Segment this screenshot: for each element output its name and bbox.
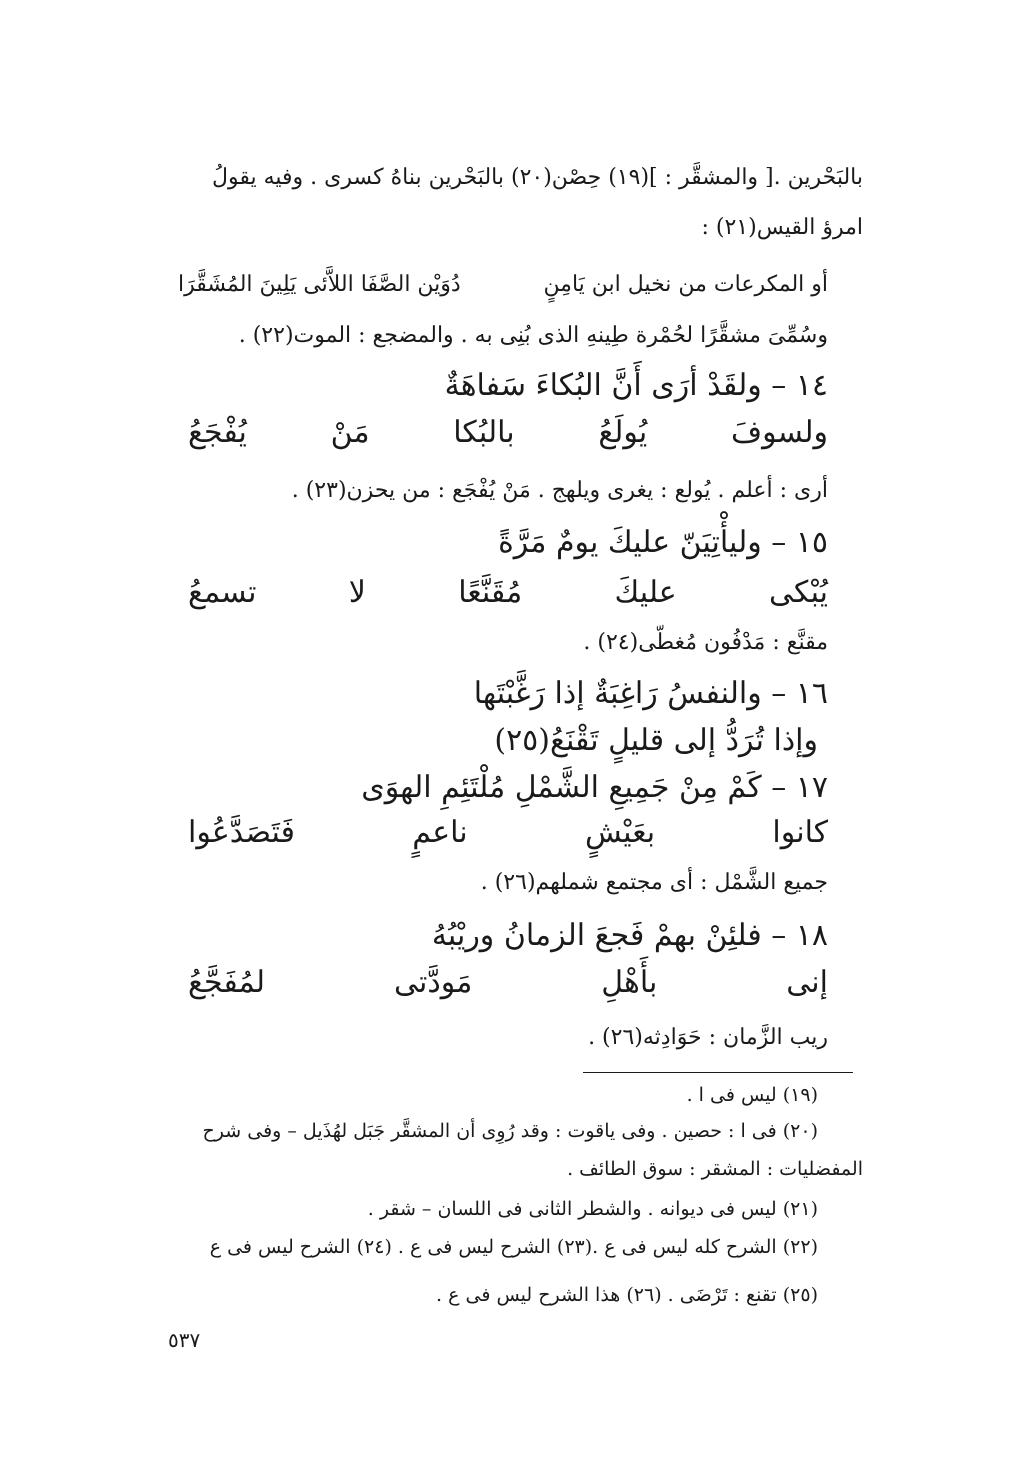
page-number: ٥٣٧ — [168, 1328, 201, 1352]
verse-word: لا — [348, 575, 366, 610]
verse-14-second — [188, 415, 828, 450]
footnote-divider — [583, 1072, 853, 1073]
verse-word: بالبُكا — [453, 415, 515, 450]
verse-word: يُبْكى — [769, 575, 828, 610]
quoted-verse — [178, 272, 828, 297]
footnote-21: (٢١) ليس فى ديوانه . والشطر الثانى فى اللسان – شقر . — [367, 1198, 818, 1220]
verse-word: بعَيْشٍ — [584, 815, 656, 850]
verse-16-second — [178, 723, 818, 758]
verse-word: كانوا — [772, 815, 828, 850]
hemistich-second: دُوَيْن الصَّفَا اللاَّئى يَلِينَ المُشَقَّرَا — [178, 272, 461, 297]
hemistich-text: وإذا تُرَدُّ إلى قليلٍ تَقْنَعُ(٢٥) — [494, 723, 818, 758]
verse-17-second — [188, 815, 828, 850]
prose-line: امرؤ القيس(٢١) : — [701, 215, 863, 240]
verse-17-first: ١٧ – كَمْ مِنْ جَمِيعِ الشَّمْلِ مُلْتَئِمِ الهوَى — [361, 770, 828, 805]
verse-word: بأَهْلِ — [601, 965, 658, 1000]
prose-line: وسُمِّىَ مشقَّرًا لحُمْرة طِينهِ الذى بُنِى به . والمضجع : الموت(٢٢) . — [238, 323, 828, 348]
verse-word: لمُفَجَّعُ — [188, 965, 266, 1000]
footnote-20-continued: المفضليات : المشقر : سوق الطائف . — [567, 1158, 863, 1180]
verse-word: مَودَّتى — [394, 965, 473, 1000]
verse-15-first: ١٥ – وليأْتِيَنّ عليكَ يومٌ مَرَّةً — [498, 525, 828, 560]
verse-word: إنى — [786, 965, 828, 1000]
gloss-14: أرى : أعلم . يُولع : يغرى ويلهج . مَنْ يُفْجَع : من يحزن(٢٣) . — [291, 478, 828, 503]
footnote-25-26: (٢٥) تقنع : تَرْضَى . (٢٦) هذا الشرح ليس فى ع . — [436, 1284, 818, 1306]
hemistich-first: أو المكرعات من نخيل ابن يَامِنٍ — [543, 272, 828, 297]
verse-15-second — [188, 575, 828, 610]
verse-word: ناعمٍ — [412, 815, 468, 850]
gloss-18: ريب الزَّمان : حَوَادِثه(٢٦) . — [588, 1025, 828, 1050]
verse-word: فَتَصَدَّعُوا — [188, 815, 295, 850]
verse-16-first: ١٦ – والنفسُ رَاغِبَةٌ إذا رَغَّبْتَها — [473, 676, 828, 711]
gloss-15: مقنَّع : مَدْفُون مُغطّى(٢٤) . — [583, 630, 828, 655]
footnote-22-24: (٢٢) الشرح كله ليس فى ع .(٢٣) الشرح ليس فى ع . (٢٤) الشرح ليس فى ع — [209, 1236, 818, 1258]
verse-14-first: ١٤ – ولقَدْ أرَى أَنَّ البُكاءَ سَفاهَةٌ — [444, 368, 828, 403]
verse-word: تسمعُ — [188, 575, 257, 610]
verse-18-second — [188, 965, 828, 1000]
footnote-19: (١٩) ليس فى ا . — [686, 1084, 818, 1106]
verse-18-first: ١٨ – فلئِنْ بهمْ فَجعَ الزمانُ وريْبُهُ — [431, 918, 828, 953]
verse-word: مُقَنَّعًا — [458, 575, 523, 610]
verse-word: ولسوفَ — [731, 415, 828, 450]
footnote-20: (٢٠) فى ا : حصين . وفى ياقوت : وقد رُوِى أن المشقَّر جَبَل لهُذَيل – وفى شرح — [202, 1120, 818, 1142]
verse-word: يُولَعُ — [598, 415, 648, 450]
verse-word: يُفْجَعُ — [188, 415, 247, 450]
gloss-17: جميع الشَّمْل : أى مجتمع شملهم(٢٦) . — [480, 870, 828, 895]
verse-word: مَنْ — [330, 415, 370, 450]
verse-word: عليكَ — [614, 575, 677, 610]
prose-line: بالبَحْرين .[ والمشقَّر : ](١٩) حِصْن(٢٠) بالبَحْرين بناهُ كسرى . وفيه يقولُ — [212, 165, 863, 190]
